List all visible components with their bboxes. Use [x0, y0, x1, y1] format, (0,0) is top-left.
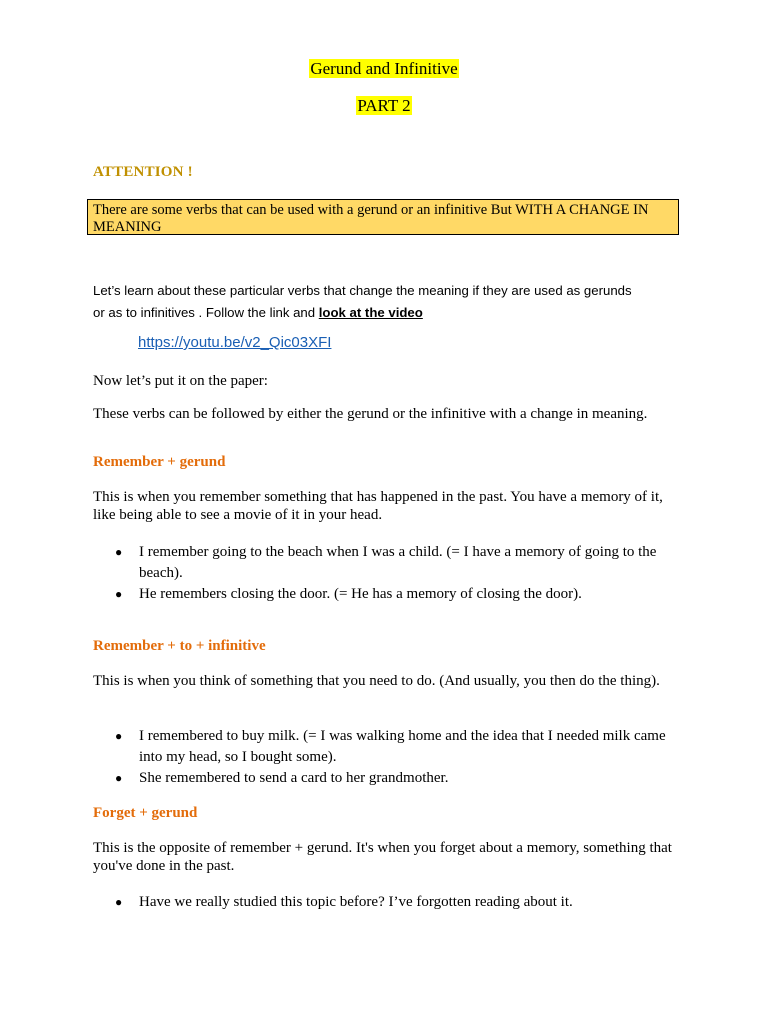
bullet-list-remember-gerund	[93, 542, 678, 605]
bullet-list-remember-infinitive	[93, 726, 678, 789]
section-heading-remember-infinitive: Remember + to + infinitive	[93, 638, 266, 654]
list-item: ● I remembered to buy milk. (= I was walking home and the idea that I needed milk came into my head, so I bought some).	[115, 728, 666, 765]
section-desc-remember-infinitive: This is when you think of something that you need to do. (And usually, you then do the thing).	[93, 673, 660, 689]
section-desc-remember-gerund: This is when you remember something that has happened in the past. You have a memory of it, like being able to see a movie of it in your head.	[93, 489, 663, 523]
attention-heading: ATTENTION !	[93, 164, 193, 180]
section-heading-remember-gerund: Remember + gerund	[93, 454, 226, 470]
list-item: ● I remember going to the beach when I was a child. (= I have a memory of going to the beach).	[115, 544, 657, 581]
paper-line: Now let’s put it on the paper:	[93, 373, 268, 389]
section-heading-forget-gerund: Forget + gerund	[93, 805, 198, 821]
bullet-icon: ●	[115, 545, 123, 559]
document-part: PART 2	[357, 96, 411, 115]
document-title: Gerund and Infinitive	[310, 59, 458, 78]
list-item: ● Have we really studied this topic before? I’ve forgotten reading about it.	[93, 892, 678, 913]
bullet-list-forget-gerund	[93, 892, 678, 913]
section-desc-forget-gerund: This is the opposite of remember + gerund. It's when you forget about a memory, something that you've done in the past.	[93, 840, 672, 874]
bullet-icon: ●	[115, 729, 123, 743]
intro-line-1: Let’s learn about these particular verbs that change the meaning if they are used as gerunds	[93, 283, 632, 298]
bullet-icon: ●	[115, 771, 123, 785]
intro-paragraph	[93, 280, 678, 324]
verbs-paragraph: These verbs can be followed by either the gerund or the infinitive with a change in meaning.	[93, 406, 648, 422]
list-item: ● She remembered to send a card to her grandmother.	[93, 768, 678, 789]
video-link[interactable]: https://youtu.be/v2_Qic03XFI	[138, 334, 332, 351]
look-at-video-link[interactable]: look at the video	[318, 305, 423, 320]
list-item: ● He remembers closing the door. (= He has a memory of closing the door).	[93, 584, 678, 605]
highlight-box: There are some verbs that can be used with a gerund or an infinitive But WITH A CHANGE IN MEANING	[87, 199, 679, 235]
bullet-icon: ●	[115, 587, 123, 601]
bullet-icon: ●	[115, 895, 123, 909]
intro-line-2: or as to infinitives . Follow the link and look at the video	[93, 305, 423, 320]
